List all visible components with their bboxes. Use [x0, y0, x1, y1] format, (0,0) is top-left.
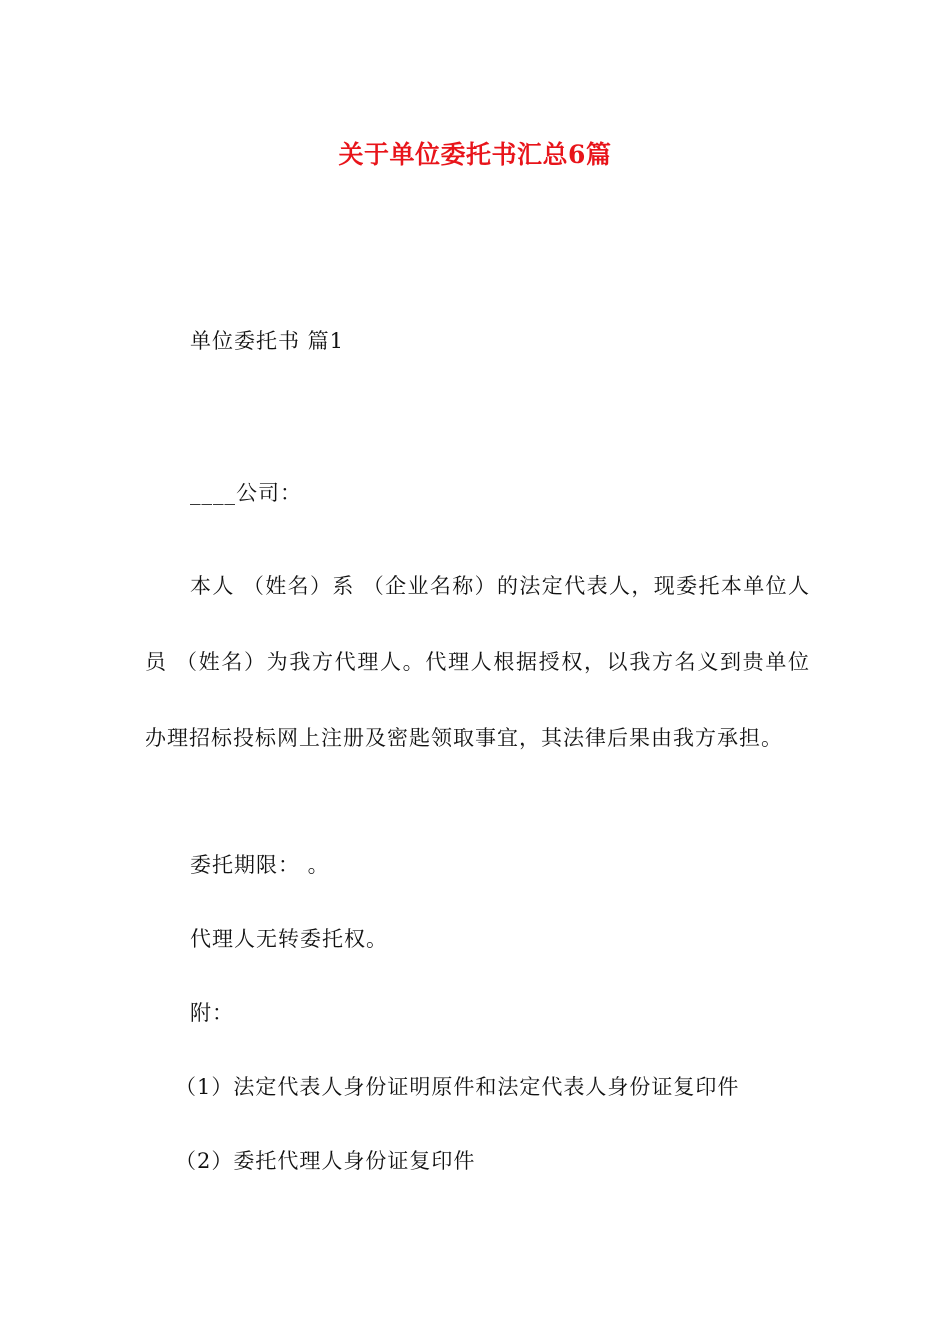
attachment-label: 附： — [190, 1001, 234, 1025]
no-transfer-line: 代理人无转委托权。 — [190, 927, 388, 951]
section-heading: 单位委托书 篇1 — [190, 329, 345, 353]
body-paragraph: 本人 （姓名）系 （企业名称）的法定代表人，现委托本单位人员 （姓名）为我方代理人。代理人根据授权，以我方名义到贵单位办理招标投标网上注册及密匙领取事宜，其法律后果由我方承担。 — [145, 574, 810, 750]
salutation: ____公司： — [190, 481, 302, 505]
attachment-item: （1）法定代表人身份证明原件和法定代表人身份证复印件 — [175, 1075, 740, 1099]
document-title: 关于单位委托书汇总6篇 — [338, 140, 612, 169]
attachment-item: （2）委托代理人身份证复印件 — [175, 1149, 476, 1173]
term-line: 委托期限： 。 — [190, 853, 330, 877]
